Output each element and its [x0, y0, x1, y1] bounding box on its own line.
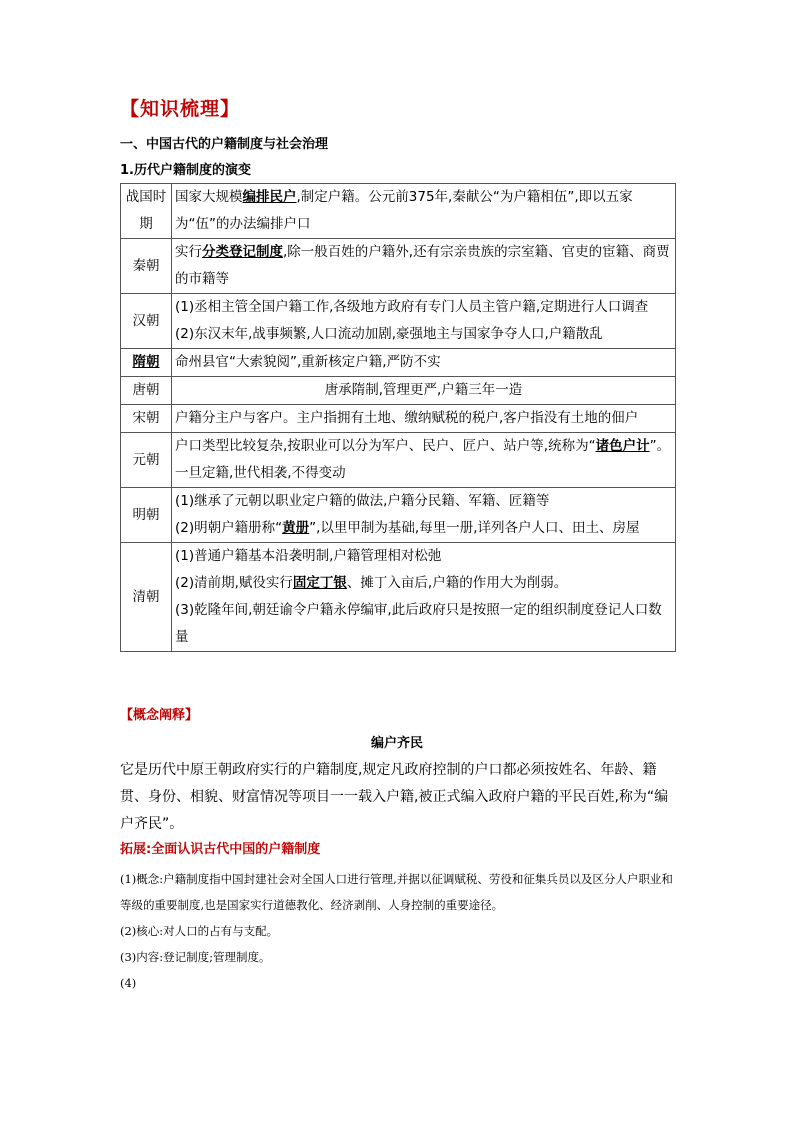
policy-line — [175, 488, 672, 515]
extension-title: 拓展:全面认识古代中国的户籍制度 — [120, 842, 321, 857]
policy-cell — [172, 239, 676, 294]
policy-line: (1)丞相主管全国户籍工作,各级地方政府有专门人员主管户籍,定期进行人口调查 — [175, 299, 649, 315]
table-row — [121, 184, 676, 239]
table-row — [121, 239, 676, 294]
household-registration-table — [120, 183, 676, 652]
text-fragment: 国家大规模 — [175, 189, 243, 205]
policy-line — [175, 543, 672, 570]
policy-cell — [172, 405, 676, 433]
policy-cell — [172, 349, 676, 377]
text-fragment: ,制定户籍。公元前375年,秦献公“为户籍相伍”,即以五家为“伍”的办法编排户口 — [175, 189, 633, 232]
extension-item: (3)内容:登记制度;管理制度。 — [120, 950, 271, 964]
key-term: 编排民户 — [242, 189, 297, 205]
era-cell: 元朝 — [121, 433, 172, 488]
policy-cell — [172, 294, 676, 349]
text-fragment: (2)明朝户籍册称“ — [175, 520, 283, 536]
table-row — [121, 488, 676, 543]
era-cell: 秦朝 — [121, 239, 172, 294]
key-term: 固定丁银 — [292, 575, 347, 591]
policy-cell — [172, 543, 676, 652]
era-cell: 清朝 — [121, 543, 172, 652]
era-cell: 唐朝 — [121, 377, 172, 405]
text-fragment: 、摊丁入亩后,户籍的作用大为削弱。 — [346, 575, 568, 591]
text-fragment: ,除一般百姓的户籍外,还有宗亲贵族的宗室籍、官吏的宦籍、商贾的市籍等 — [175, 244, 670, 287]
table-row — [121, 294, 676, 349]
text-fragment: (1)普通户籍基本沿袭明制,户籍管理相对松弛 — [175, 548, 442, 564]
concept-label: 【概念阐释】 — [120, 708, 199, 723]
era-cell: 宋朝 — [121, 405, 172, 433]
policy-line: (2)东汉末年,战事频繁,人口流动加剧,豪强地主与国家争夺人口,户籍散乱 — [175, 326, 603, 342]
key-term: 黄册 — [282, 520, 310, 536]
table-row — [121, 543, 676, 652]
section-title: 一、中国古代的户籍制度与社会治理 — [120, 137, 329, 152]
extension-list — [120, 866, 680, 996]
policy-cell — [172, 184, 676, 239]
concept-title: 编户齐民 — [370, 736, 423, 751]
text-fragment: 户籍分主户与客户。主户指拥有土地、缴纳赋税的税户,客户指没有土地的佃户 — [175, 410, 639, 426]
policy-line — [175, 570, 672, 597]
text-fragment: (2)清前期,赋役实行 — [175, 575, 293, 591]
subsection-title: 1.历代户籍制度的演变 — [120, 163, 251, 178]
concept-paragraph: 它是历代中原王朝政府实行的户籍制度,规定凡政府控制的户口都必须按姓名、年龄、籍贯、身份、相貌、财富情况等项目一一载入户籍,被正式编入政府户籍的平民百姓,称为“编户齐民”。 — [120, 762, 669, 832]
era-cell: 汉朝 — [121, 294, 172, 349]
era-cell: 隋朝 — [121, 349, 172, 377]
era-cell: 战国时期 — [121, 184, 172, 239]
text-fragment: (3)乾隆年间,朝廷谕令户籍永停编审,此后政府只是按照一定的组织制度登记人口数量 — [175, 602, 662, 645]
key-term: 分类登记制度 — [202, 244, 283, 260]
text-fragment: 户口类型比较复杂,按职业可以分为军户、民户、匠户、站户等,统称为“ — [175, 438, 596, 454]
policy-cell — [172, 488, 676, 543]
text-fragment: 实行 — [175, 244, 202, 260]
policy-line — [175, 597, 672, 651]
key-term: 诸色户计 — [595, 438, 650, 454]
table-row — [121, 405, 676, 433]
text-fragment: ”,以里甲制为基础,每里一册,详列各户人口、田土、房屋 — [309, 520, 640, 536]
table-row — [121, 377, 676, 405]
text-fragment: ”。一旦定籍,世代相袭,不得变动 — [175, 438, 671, 481]
era-cell: 明朝 — [121, 488, 172, 543]
text-fragment: 唐承隋制,管理更严,户籍三年一造 — [324, 382, 523, 398]
text-fragment: (1)继承了元朝以职业定户籍的做法,户籍分民籍、军籍、匠籍等 — [175, 493, 550, 509]
knowledge-heading: 【知识梳理】 — [120, 98, 241, 120]
policy-cell — [172, 433, 676, 488]
extension-item: (4) — [120, 976, 137, 990]
extension-item: (1)概念:户籍制度指中国封建社会对全国人口进行管理,并据以征调赋税、劳役和征集兵员以及区分人户职业和等级的重要制度,也是国家实行道德教化、经济剥削、人身控制的重要途径。 — [120, 872, 673, 912]
policy-line — [175, 515, 672, 542]
text-fragment: 命州县官“大索貌阅”,重新核定户籍,严防不实 — [175, 354, 441, 370]
policy-cell — [172, 377, 676, 405]
extension-item: (2)核心:对人口的占有与支配。 — [120, 924, 279, 938]
table-row — [121, 433, 676, 488]
table-row — [121, 349, 676, 377]
